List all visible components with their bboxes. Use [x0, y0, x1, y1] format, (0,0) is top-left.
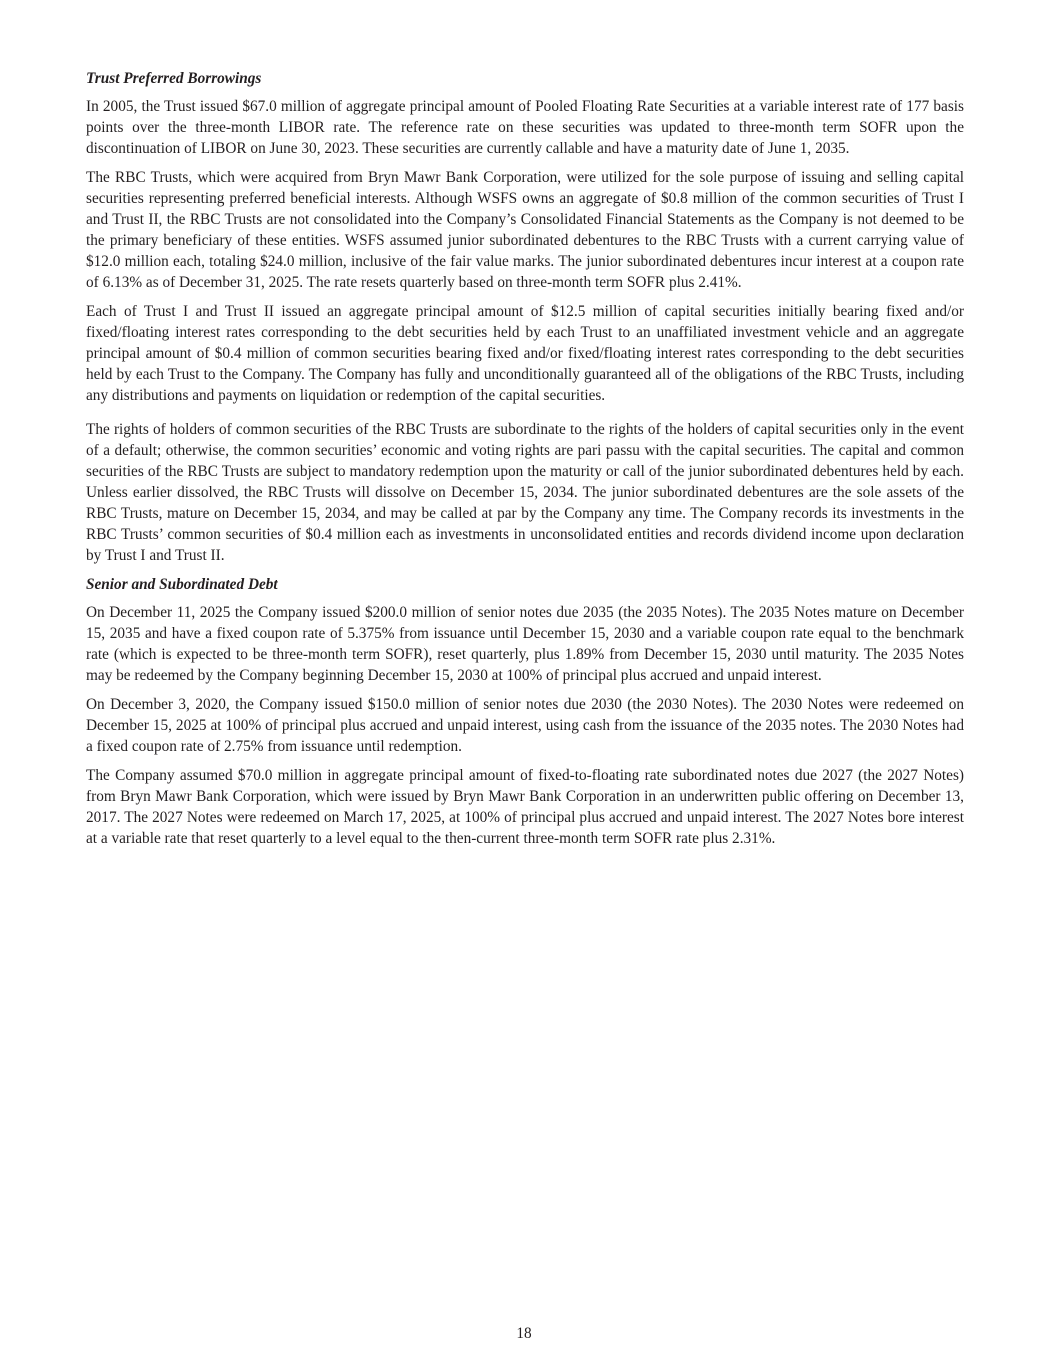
paragraph-pooled-floating-rate-securities: In 2005, the Trust issued $67.0 million of aggregate principal amount of Pooled Floating Rate Securities at a variable interest rate of 177 basis points over the three-month LIBOR rate. The reference rate on these securities was updated to three-month term SOFR upon the discontinuation of LIBOR on June 30, 2023. These securities are currently callable and have a maturity date of June 1, 2035. [86, 98, 964, 157]
page-number: 18 [516, 1325, 532, 1342]
paragraph-2030-notes: On December 3, 2020, the Company issued $150.0 million of senior notes due 2030 (the 2030 Notes). The 2030 Notes were redeemed on December 15, 2025 at 100% of principal plus accrued and unpaid interest, using cash from the issuance of the 2035 notes. The 2030 Notes had a fixed coupon rate of 2.75% from issuance until redemption. [86, 696, 964, 755]
paragraph-common-securities-rights: The rights of holders of common securities of the RBC Trusts are subordinate to the rights of the holders of capital securities only in the event of a default; otherwise, the common securities’ economic and voting rights are pari passu with the capital securities. The capital and common securities of the RBC Trusts are subject to mandatory redemption upon the maturity or call of the junior subordinated debentures held by each. Unless earlier dissolved, the RBC Trusts will dissolve on December 15, 2034. The junior subordinated debentures are the sole assets of the RBC Trusts, mature on December 15, 2034, and may be called at par by the Company any time. The Company records its investments in the RBC Trusts’ common securities of $0.4 million each as investments in unconsolidated entities and records dividend income upon declaration by Trust I and Trust II. [86, 421, 964, 564]
section-heading-senior-and-subordinated-debt: Senior and Subordinated Debt [86, 576, 278, 593]
paragraph-rbc-trusts-overview: The RBC Trusts, which were acquired from Bryn Mawr Bank Corporation, were utilized for the sole purpose of issuing and selling capital securities representing preferred beneficial interests. Although WSFS owns an aggregate of $0.8 million of the common securities of Trust I and Trust II, the RBC Trusts are not consolidated into the Company’s Consolidated Financial Statements as the Company is not deemed to be the primary beneficiary of these entities. WSFS assumed junior subordinated debentures to the RBC Trusts with a current carrying value of $12.0 million each, totaling $24.0 million, inclusive of the fair value marks. The junior subordinated debentures incur interest at a coupon rate of 6.13% as of December 31, 2025. The rate resets quarterly based on three-month term SOFR plus 2.41%. [86, 169, 964, 291]
paragraph-trust-capital-securities: Each of Trust I and Trust II issued an aggregate principal amount of $12.5 million of capital securities initially bearing fixed and/or fixed/floating interest rates corresponding to the debt securities held by each Trust to an unaffiliated investment vehicle and an aggregate principal amount of $0.4 million of common securities bearing fixed and/or fixed/floating interest rates corresponding to the debt securities held by each Trust to the Company. The Company has fully and unconditionally guaranteed all of the obligations of the RBC Trusts, including any distributions and payments on liquidation or redemption of the capital securities. [86, 303, 964, 404]
document-page [86, 68, 964, 857]
section-heading-trust-preferred-borrowings: Trust Preferred Borrowings [86, 70, 262, 87]
paragraph-2027-notes: The Company assumed $70.0 million in aggregate principal amount of fixed-to-floating rate subordinated notes due 2027 (the 2027 Notes) from Bryn Mawr Bank Corporation, which were issued by Bryn Mawr Bank Corporation in an underwritten public offering on December 13, 2017. The 2027 Notes were redeemed on March 17, 2025, at 100% of principal plus accrued and unpaid interest. The 2027 Notes bore interest at a variable rate that reset quarterly to a level equal to the then-current three-month term SOFR rate plus 2.31%. [86, 767, 964, 847]
paragraph-2035-notes: On December 11, 2025 the Company issued $200.0 million of senior notes due 2035 (the 2035 Notes). The 2035 Notes mature on December 15, 2035 and have a fixed coupon rate of 5.375% from issuance until December 15, 2030 and a variable coupon rate equal to the benchmark rate (which is expected to be three-month term SOFR), reset quarterly, plus 1.89% from December 15, 2030 until maturity. The 2035 Notes may be redeemed by the Company beginning December 15, 2030 at 100% of principal plus accrued and unpaid interest. [86, 604, 964, 684]
